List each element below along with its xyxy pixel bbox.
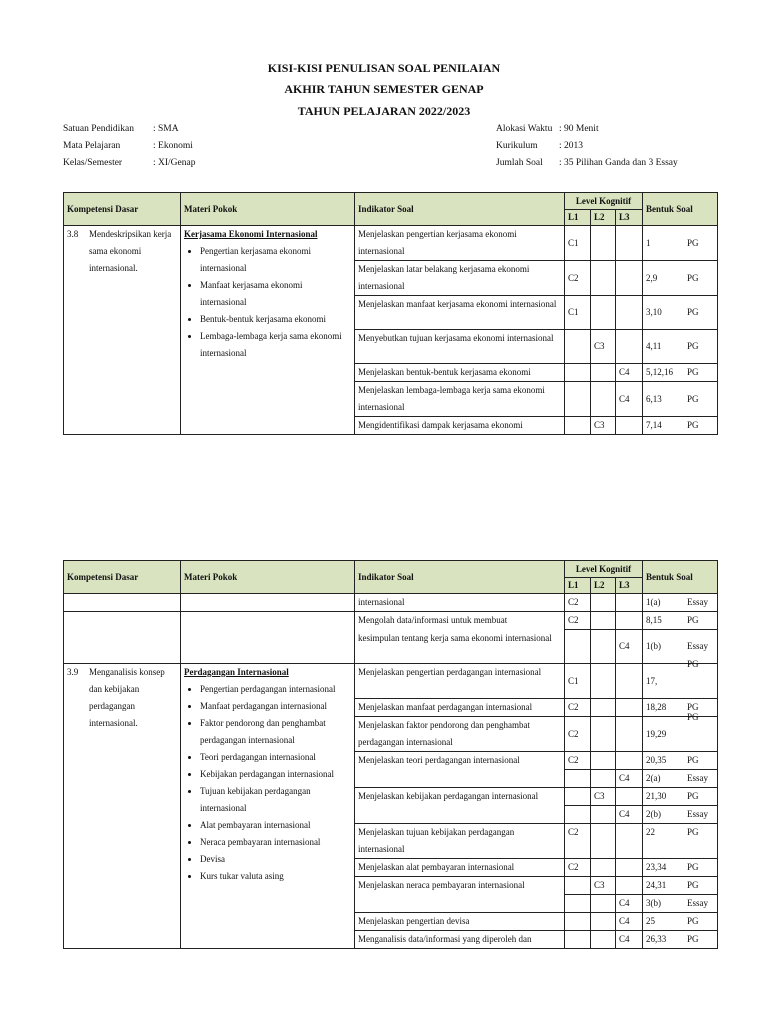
- soal-number: 23,34: [646, 862, 667, 872]
- l2-cell: [591, 859, 616, 877]
- soal-type: PG: [687, 755, 699, 765]
- bentuk-cell: [643, 752, 718, 770]
- l3-cell: [616, 330, 643, 364]
- indikator-cell: Menjelaskan tujuan kebijakan perdagangan internasional: [355, 824, 565, 859]
- soal-number: 3(b): [646, 898, 661, 908]
- l1-cell: C2: [565, 261, 591, 296]
- l2-cell: [591, 296, 616, 330]
- materi-cell: [181, 594, 355, 612]
- soal-type: PG: [687, 237, 699, 248]
- indikator-cell: Menjelaskan lembaga-lembaga kerja sama ekonomi internasional: [355, 382, 565, 417]
- bentuk-cell: [643, 417, 718, 435]
- l1-cell: [565, 877, 591, 895]
- soal-type: Essay: [687, 597, 708, 607]
- l3-cell: [616, 717, 643, 752]
- soal-number: 19,29: [646, 728, 667, 739]
- l2-cell: C3: [591, 330, 616, 364]
- soal-number: 24,31: [646, 880, 667, 890]
- kelas-label: Kelas/Semester: [63, 158, 123, 168]
- soal-number: 2(b): [646, 809, 661, 819]
- soal-type: PG: [687, 420, 699, 430]
- soal-type: PG: [687, 862, 699, 872]
- doc-title-line3: TAHUN PELAJARAN 2022/2023: [297, 104, 471, 118]
- kisi-table-1: [63, 192, 718, 435]
- table-row: [64, 594, 718, 612]
- soal-number: 7,14: [646, 420, 662, 430]
- bentuk-cell: [643, 788, 718, 806]
- indikator-cell: Mengolah data/informasi untuk membuat: [355, 612, 565, 630]
- kd-cell: [64, 664, 181, 949]
- indikator-cell: Menjelaskan manfaat perdagangan internasional: [355, 699, 565, 717]
- soal-number: 1: [646, 237, 651, 248]
- header-indikator: Indikator Soal: [355, 561, 565, 594]
- indikator-cell: Mengidentifikasi dampak kerjasama ekonomi: [355, 417, 565, 435]
- l1-cell: [565, 806, 591, 824]
- header-l3: L3: [616, 210, 643, 226]
- l1-cell: C2: [565, 717, 591, 752]
- indikator-cell: Menjelaskan neraca pembayaran internasional: [355, 877, 565, 913]
- l2-cell: [591, 364, 616, 382]
- info-right: [496, 124, 746, 176]
- indikator-cell: Menjelaskan pengertian perdagangan internasional: [355, 664, 565, 699]
- bentuk-cell: [643, 824, 718, 859]
- header-level: Level Kognitif: [565, 561, 643, 578]
- l3-cell: C4: [616, 931, 643, 949]
- list-item: • Neraca pembayaran internasional: [200, 834, 351, 851]
- l1-cell: [565, 788, 591, 806]
- l1-cell: [565, 895, 591, 913]
- table-row: [64, 226, 718, 261]
- l1-cell: [565, 382, 591, 417]
- l1-cell: C1: [565, 664, 591, 699]
- header-kd: Kompetensi Dasar: [64, 193, 181, 226]
- soal-type: PG: [687, 393, 699, 404]
- header-l3: L3: [616, 578, 643, 594]
- doc-title-line1: KISI-KISI PENULISAN SOAL PENILAIAN: [267, 61, 501, 75]
- soal-type: Essay: [687, 641, 708, 651]
- materi-list: [184, 681, 351, 885]
- l3-cell: [616, 824, 643, 859]
- l1-cell: C1: [565, 296, 591, 330]
- list-item: • Teori perdagangan internasional: [200, 749, 351, 766]
- materi-title: Kerjasama Ekonomi Internasional: [184, 229, 318, 239]
- l2-cell: C3: [591, 788, 616, 806]
- soal-type: PG: [687, 916, 699, 926]
- l1-cell: C2: [565, 594, 591, 612]
- soal-type: PG: [687, 880, 699, 890]
- mapel-label: Mata Pelajaran: [63, 141, 121, 151]
- l3-cell: [616, 612, 643, 630]
- indikator-cell: Menjelaskan kebijakan perdagangan internasional: [355, 788, 565, 824]
- l1-cell: [565, 931, 591, 949]
- soal-number: 3,10: [646, 307, 662, 317]
- bentuk-cell: [643, 226, 718, 261]
- l2-cell: [591, 806, 616, 824]
- kd-text: Menganalisis konsep dan kebijakan perdagangan internasional.: [89, 667, 165, 728]
- l2-cell: [591, 895, 616, 913]
- l2-cell: [591, 382, 616, 417]
- kisi-table-2: [63, 560, 718, 949]
- soal-type: PG: [687, 615, 699, 625]
- soal-type: PG: [687, 659, 699, 669]
- indikator-cell: Menganalisis data/informasi yang diperoleh dan: [355, 931, 565, 949]
- l1-cell: C2: [565, 699, 591, 717]
- l2-cell: C3: [591, 417, 616, 435]
- soal-number: 20,35: [646, 755, 667, 765]
- table-row: [64, 612, 718, 630]
- l3-cell: C4: [616, 382, 643, 417]
- header-l1: L1: [565, 578, 591, 594]
- kd-cell: [64, 594, 181, 612]
- header-indikator: Indikator Soal: [355, 193, 565, 226]
- indikator-cell: Menjelaskan bentuk-bentuk kerjasama ekonomi: [355, 364, 565, 382]
- soal-number: 21,30: [646, 791, 667, 801]
- bentuk-cell: [643, 931, 718, 949]
- soal-type: PG: [687, 934, 699, 944]
- kd-cell: [64, 612, 181, 664]
- alokasi-label: Alokasi Waktu: [496, 124, 553, 134]
- header-l2: L2: [591, 210, 616, 226]
- l1-cell: [565, 417, 591, 435]
- header-kd: Kompetensi Dasar: [64, 561, 181, 594]
- indikator-cell: Menyebutkan tujuan kerjasama ekonomi internasional: [355, 330, 565, 364]
- soal-type: PG: [687, 791, 699, 801]
- soal-number: 6,13: [646, 393, 662, 404]
- l2-cell: [591, 664, 616, 699]
- l2-cell: [591, 824, 616, 859]
- list-item: • Faktor pendorong dan penghambat perdagangan internasional: [200, 715, 351, 749]
- l2-cell: [591, 752, 616, 770]
- indikator-cell: Menjelaskan pengertian devisa: [355, 913, 565, 931]
- l2-cell: [591, 594, 616, 612]
- soal-type: Essay: [687, 809, 708, 819]
- soal-type: PG: [687, 307, 699, 317]
- kd-text: Mendeskripsikan kerja sama ekonomi internasional.: [89, 229, 172, 273]
- l2-cell: [591, 226, 616, 261]
- soal-type: PG: [687, 712, 699, 722]
- kd-cell: [64, 226, 181, 435]
- list-item: • Kebijakan perdagangan internasional: [200, 766, 351, 783]
- bentuk-cell: [643, 895, 718, 913]
- l3-cell: [616, 261, 643, 296]
- list-item: • Tujuan kebijakan perdagangan internasional: [200, 783, 351, 817]
- indikator-cell: kesimpulan tentang kerja sama ekonomi internasional: [355, 630, 565, 664]
- satuan-value: : SMA: [153, 124, 179, 134]
- list-item: • Manfaat kerjasama ekonomi internasional: [200, 277, 351, 311]
- l2-cell: [591, 699, 616, 717]
- l3-cell: [616, 417, 643, 435]
- soal-type: PG: [687, 272, 699, 283]
- l3-cell: [616, 877, 643, 895]
- list-item: • Devisa: [200, 851, 351, 868]
- l3-cell: C4: [616, 806, 643, 824]
- header-bentuk: Bentuk Soal: [643, 561, 718, 594]
- soal-type: Essay: [687, 898, 708, 908]
- kelas-value: : XI/Genap: [153, 158, 196, 168]
- l3-cell: [616, 859, 643, 877]
- list-item: • Manfaat perdagangan internasional: [200, 698, 351, 715]
- soal-number: 17,: [646, 675, 658, 686]
- materi-list: [184, 243, 351, 362]
- l1-cell: [565, 913, 591, 931]
- bentuk-cell: [643, 594, 718, 612]
- list-item: • Bentuk-bentuk kerjasama ekonomi: [200, 311, 351, 328]
- list-item: • Pengertian perdagangan internasional: [200, 681, 351, 698]
- doc-title-line2: AKHIR TAHUN SEMESTER GENAP: [284, 82, 484, 96]
- satuan-label: Satuan Pendidikan: [63, 124, 134, 134]
- bentuk-cell: [643, 659, 718, 699]
- indikator-cell: Menjelaskan pengertian kerjasama ekonomi internasional: [355, 226, 565, 261]
- kd-number: 3.9: [67, 667, 79, 677]
- bentuk-cell: [643, 699, 718, 717]
- l3-cell: [616, 788, 643, 806]
- l1-cell: [565, 770, 591, 788]
- l2-cell: [591, 630, 616, 664]
- list-item: • Lembaga-lembaga kerja sama ekonomi internasional: [200, 328, 351, 362]
- soal-type: PG: [687, 702, 699, 712]
- bentuk-cell: [643, 296, 718, 330]
- l3-cell: C4: [616, 913, 643, 931]
- l1-cell: [565, 330, 591, 364]
- bentuk-cell: [643, 712, 718, 752]
- l2-cell: [591, 770, 616, 788]
- indikator-cell: Menjelaskan manfaat kerjasama ekonomi internasional: [355, 296, 565, 330]
- l3-cell: [616, 699, 643, 717]
- l3-cell: [616, 594, 643, 612]
- l1-cell: C1: [565, 226, 591, 261]
- kurikulum-label: Kurikulum: [496, 141, 538, 151]
- soal-type: Essay: [687, 773, 708, 783]
- materi-cell: [181, 226, 355, 435]
- kd-number: 3.8: [67, 229, 79, 239]
- bentuk-cell: [643, 859, 718, 877]
- l1-cell: [565, 364, 591, 382]
- soal-number: 8,15: [646, 615, 662, 625]
- alokasi-value: : 90 Menit: [559, 124, 599, 134]
- soal-number: 22: [646, 827, 655, 837]
- l3-cell: [616, 296, 643, 330]
- header-materi: Materi Pokok: [181, 561, 355, 594]
- soal-number: 2,9: [646, 272, 658, 283]
- l2-cell: [591, 717, 616, 752]
- soal-type: PG: [687, 827, 699, 837]
- table-row: [64, 664, 718, 699]
- materi-cell: [181, 664, 355, 949]
- soal-type: PG: [687, 341, 699, 351]
- indikator-cell: Menjelaskan teori perdagangan internasional: [355, 752, 565, 788]
- l3-cell: [616, 752, 643, 770]
- kurikulum-value: : 2013: [559, 141, 584, 151]
- l3-cell: [616, 664, 643, 699]
- l2-cell: C3: [591, 877, 616, 895]
- bentuk-cell: [643, 382, 718, 417]
- bentuk-cell: [643, 630, 718, 664]
- header-level: Level Kognitif: [565, 193, 643, 210]
- bentuk-cell: [643, 261, 718, 296]
- header-bentuk: Bentuk Soal: [643, 193, 718, 226]
- materi-title: Perdagangan Internasional: [184, 667, 289, 677]
- list-item: • Pengertian kerjasama ekonomi internasional: [200, 243, 351, 277]
- l1-cell: C2: [565, 752, 591, 770]
- jumlah-label: Jumlah Soal: [496, 158, 543, 168]
- bentuk-cell: [643, 770, 718, 788]
- soal-number: 26,33: [646, 934, 667, 944]
- l2-cell: [591, 261, 616, 296]
- bentuk-cell: [643, 806, 718, 824]
- list-item: • Alat pembayaran internasional: [200, 817, 351, 834]
- soal-number: 1(a): [646, 597, 661, 607]
- soal-number: 5,12,16: [646, 367, 673, 377]
- bentuk-cell: [643, 877, 718, 895]
- l1-cell: C2: [565, 859, 591, 877]
- soal-number: 25: [646, 916, 655, 926]
- indikator-cell: Menjelaskan alat pembayaran internasional: [355, 859, 565, 877]
- l3-cell: C4: [616, 364, 643, 382]
- bentuk-cell: [643, 364, 718, 382]
- l1-cell: C2: [565, 824, 591, 859]
- l2-cell: [591, 931, 616, 949]
- header-l1: L1: [565, 210, 591, 226]
- soal-number: 2(a): [646, 773, 661, 783]
- soal-number: 1(b): [646, 641, 661, 651]
- mapel-value: : Ekonomi: [153, 141, 193, 151]
- indikator-cell: Menjelaskan faktor pendorong dan penghambat perdagangan internasional: [355, 717, 565, 752]
- list-item: • Kurs tukar valuta asing: [200, 868, 351, 885]
- materi-cell: [181, 612, 355, 664]
- l1-cell: [565, 630, 591, 664]
- l3-cell: C4: [616, 895, 643, 913]
- l3-cell: C4: [616, 770, 643, 788]
- bentuk-cell: [643, 612, 718, 630]
- header-materi: Materi Pokok: [181, 193, 355, 226]
- bentuk-cell: [643, 330, 718, 364]
- l2-cell: [591, 612, 616, 630]
- soal-type: PG: [687, 367, 699, 377]
- indikator-cell: internasional: [355, 594, 565, 612]
- soal-number: 4,11: [646, 341, 662, 351]
- jumlah-value: : 35 Pilihan Ganda dan 3 Essay: [559, 158, 678, 168]
- soal-number: 18,28: [646, 702, 667, 712]
- l3-cell: [616, 226, 643, 261]
- l3-cell: C4: [616, 630, 643, 664]
- l1-cell: C2: [565, 612, 591, 630]
- info-left: [63, 124, 463, 176]
- header-l2: L2: [591, 578, 616, 594]
- l2-cell: [591, 913, 616, 931]
- indikator-cell: Menjelaskan latar belakang kerjasama ekonomi internasional: [355, 261, 565, 296]
- bentuk-cell: [643, 913, 718, 931]
